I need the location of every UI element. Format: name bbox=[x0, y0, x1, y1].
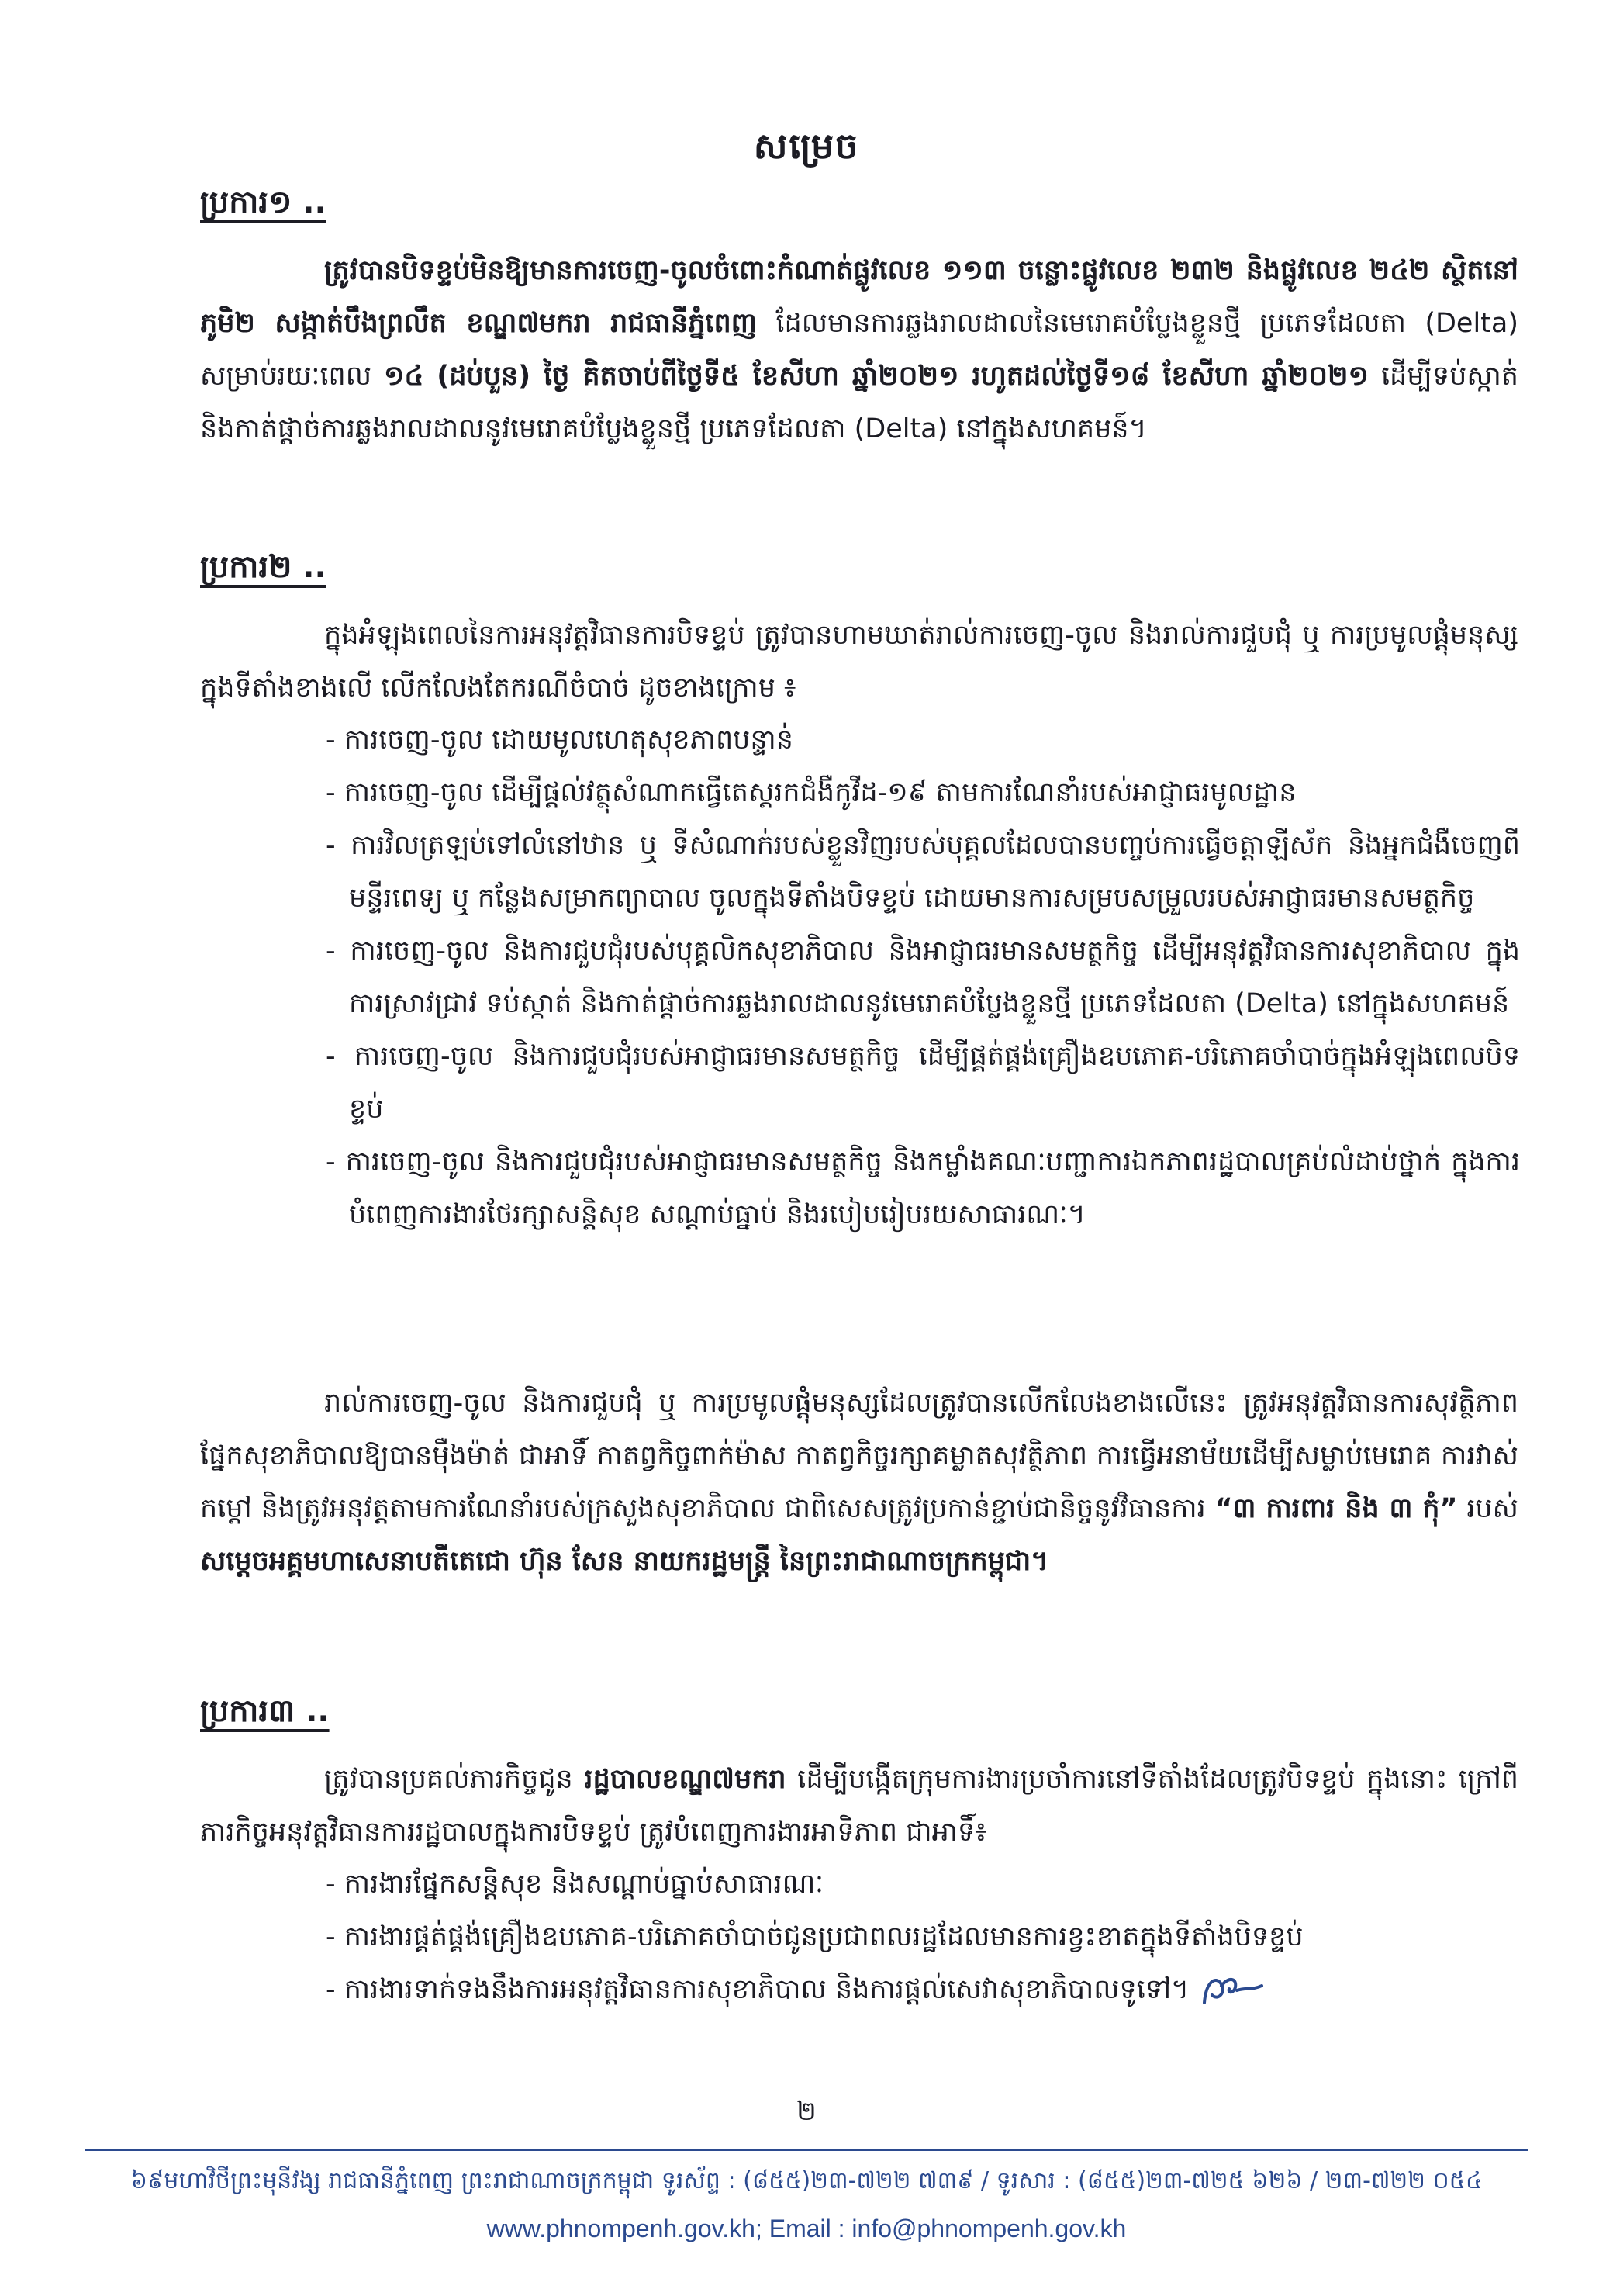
footer-address: ៦៩មហាវិថីព្រះមុនីវង្ស រាជធានីភ្នំពេញ ព្រះរាជាណាចក្រកម្ពុជា ទូរស័ព្ទ : (៨៥៥)២៣-៧២២ ៧៣៩ / ទូរសារ : (៨៥៥)២៣-៧២៥ ៦២៦ / ២៣-៧២២ ០៥៤ bbox=[130, 2167, 1483, 2194]
article-1-paragraph bbox=[200, 244, 1518, 455]
list-item: - ការចេញ-ចូល និងការជួបជុំរបស់អាជ្ញាធរមានសមត្ថកិច្ច ដើម្បីផ្គត់ផ្គង់គ្រឿងឧបភោគ-បរិភោគចាំបាច់ក្នុងអំឡុងពេលបិទខ្ទប់ bbox=[326, 1041, 1520, 1125]
article-1-heading: ប្រការ១ .. bbox=[200, 185, 326, 220]
article-2-heading: ប្រការ២ .. bbox=[200, 549, 326, 585]
document-title: សម្រេច bbox=[753, 125, 860, 167]
list-item: - ការងារផ្គត់ផ្គង់គ្រឿងឧបភោគ-បរិភោគចាំបាច់ជូនប្រជាពលរដ្ឋដែលមានការខ្វះខាតក្នុងទីតាំងបិទខ្ទប់ bbox=[326, 1921, 1304, 1952]
article-2-intro bbox=[200, 609, 1518, 714]
list-item: - ការចេញ-ចូល និងការជួបជុំរបស់បុគ្គលិកសុខាភិបាល និងអាជ្ញាធរមានសមត្ថកិច្ច ដើម្បីអនុវត្តវិធានការសុខាភិបាល ក្នុងការស្រាវជ្រាវ ទប់ស្កាត់ និងកាត់ផ្តាច់ការឆ្លងរាលដាលនូវមេរោគបំប្លែងខ្លួនថ្មី ប្រភេទដែលតា (Delta) នៅក្នុងសហគមន៍ bbox=[326, 935, 1520, 1019]
article-3-priority-list bbox=[326, 1858, 1520, 2016]
article-3-district-administration: រដ្ឋបាលខណ្ឌ៧មករា bbox=[584, 1764, 786, 1795]
list-item bbox=[326, 1963, 1520, 2016]
page-number: ២ bbox=[796, 2096, 817, 2127]
list-item-text: - ការងារទាក់ទងនឹងការអនុវត្តវិធានការសុខាភិបាល និងការផ្តល់សេវាសុខាភិបាលទូទៅ។ bbox=[326, 1974, 1190, 2005]
article-3-intro-a: ត្រូវបានប្រគល់ភារកិច្ចជូន bbox=[324, 1764, 573, 1795]
article-1-purpose: ដើម្បីទប់ស្កាត់ និងកាត់ផ្តាច់ការឆ្លងរាលដាលនូវមេរោគបំប្លែងខ្លួនថ្មី ប្រភេទដែលតា (Delta) នៅក្នុងសហគមន៍។ bbox=[200, 361, 1518, 444]
article-1-period: ១៤ (ដប់បួន) ថ្ងៃ គិតចាប់ពីថ្ងៃទី៥ ខែសីហា ឆ្នាំ២០២១ រហូតដល់ថ្ងៃទី១៨ ខែសីហា ឆ្នាំ២០២១ bbox=[383, 361, 1369, 392]
footer-contact: www.phnompenh.gov.kh; Email : info@phnompenh.gov.kh bbox=[486, 2215, 1127, 2242]
article-3-intro bbox=[200, 1753, 1518, 1859]
initials-signature-icon bbox=[1198, 1967, 1268, 2014]
article-2-slogan: “៣ ការពារ និង ៣ កុំ” bbox=[1214, 1493, 1458, 1524]
article-2-closing-text: រាល់ការចេញ-ចូល និងការជួបជុំ ឬ ការប្រមូលផ្តុំមនុស្សដែលត្រូវបានលើកលែងខាងលើនេះ ត្រូវអនុវត្តវិធានការសុវត្ថិភាពផ្នែកសុខាភិបាលឱ្យបានម៉ឺងម៉ាត់ ជាអាទិ៍ កាតព្វកិច្ចពាក់ម៉ាស កាតព្វកិច្ចរក្សាគម្លាតសុវត្ថិភាព ការធ្វើអនាម័យដើម្បីសម្លាប់មេរោគ ការវាស់កម្តៅ និងត្រូវអនុវត្តតាមការណែនាំរបស់ក្រសួងសុខាភិបាល ជាពិសេសត្រូវប្រកាន់ខ្ជាប់ជានិច្ចនូវវិធានការ bbox=[200, 1388, 1518, 1524]
list-item: - ការចេញ-ចូល ដើម្បីផ្តល់វត្ថុសំណាកធ្វើតេស្តរកជំងឺកូវីដ-១៩ តាមការណែនាំរបស់អាជ្ញាធរមូលដ្ឋាន bbox=[326, 777, 1297, 808]
article-2-intro-text: ក្នុងអំឡុងពេលនៃការអនុវត្តវិធានការបិទខ្ទប់ ត្រូវបានហាមឃាត់រាល់ការចេញ-ចូល និងរាល់ការជួបជុំ ឬ ការប្រមូលផ្តុំមនុស្ស ក្នុងទីតាំងខាងលើ លើកលែងតែករណីចំបាច់ ដូចខាងក្រោម ៖ bbox=[200, 620, 1518, 704]
list-item: - ការវិលត្រឡប់ទៅលំនៅឋាន ឬ ទីសំណាក់របស់ខ្លួនវិញរបស់បុគ្គលដែលបានបញ្ចប់ការធ្វើចត្តាឡីស័ក និងអ្នកជំងឺចេញពីមន្ទីរពេទ្យ ឬ កន្លែងសម្រាកព្យាបាល ចូលក្នុងទីតាំងបិទខ្ទប់ ដោយមានការសម្របសម្រួលរបស់អាជ្ញាធរមានសមត្ថកិច្ច bbox=[326, 830, 1520, 914]
list-item: - ការងារផ្នែកសន្តិសុខ និងសណ្តាប់ធ្នាប់សាធារណៈ bbox=[326, 1869, 824, 1900]
article-2-closing-of: របស់ bbox=[1466, 1493, 1518, 1524]
list-item: - ការចេញ-ចូល និងការជួបជុំរបស់អាជ្ញាធរមានសមត្ថកិច្ច និងកម្លាំងគណៈបញ្ជាការឯកភាពរដ្ឋបាលគ្រប់លំដាប់ថ្នាក់ ក្នុងការបំពេញការងារថែរក្សាសន្តិសុខ សណ្តាប់ធ្នាប់ និងរបៀបរៀបរយសាធារណៈ។ bbox=[326, 1146, 1520, 1230]
list-item: - ការចេញ-ចូល ដោយមូលហេតុសុខភាពបន្ទាន់ bbox=[326, 724, 793, 756]
article-1-location: ត្រូវបានបិទខ្ទប់មិនឱ្យមានការចេញ-ចូលចំពោះកំណាត់ផ្លូវលេខ ១១៣ ចន្លោះផ្លូវលេខ ២៣២ និងផ្លូវលេខ ២៤២ ស្ថិតនៅភូមិ២ សង្កាត់បឹងព្រលឹត ខណ្ឌ៧មករា រាជធានីភ្នំពេញ bbox=[200, 255, 1518, 339]
article-2-exceptions-list bbox=[326, 714, 1520, 1241]
article-2-prime-minister: សម្តេចអគ្គមហាសេនាបតីតេជោ ហ៊ុន សែន នាយករដ្ឋមន្ត្រី នៃព្រះរាជាណាចក្រកម្ពុជា។ bbox=[200, 1546, 1049, 1577]
article-2-closing bbox=[200, 1377, 1518, 1588]
article-3-intro-b: ដើម្បីបង្កើតក្រុមការងារប្រចាំការនៅទីតាំងដែលត្រូវបិទខ្ទប់ ក្នុងនោះ ក្រៅពីភារកិច្ចអនុវត្តវិធានការរដ្ឋបាលក្នុងការបិទខ្ទប់ ត្រូវបំពេញការងារអាទិភាព ជាអាទិ៍៖ bbox=[200, 1764, 1518, 1848]
article-1-reason: ដែលមានការឆ្លងរាលដាលនៃមេរោគបំប្លែងខ្លួនថ្មី ប្រភេទដែលតា (Delta) សម្រាប់រយៈពេល bbox=[200, 308, 1519, 392]
article-3-heading: ប្រការ៣ .. bbox=[200, 1693, 330, 1729]
footer-divider bbox=[85, 2149, 1528, 2151]
